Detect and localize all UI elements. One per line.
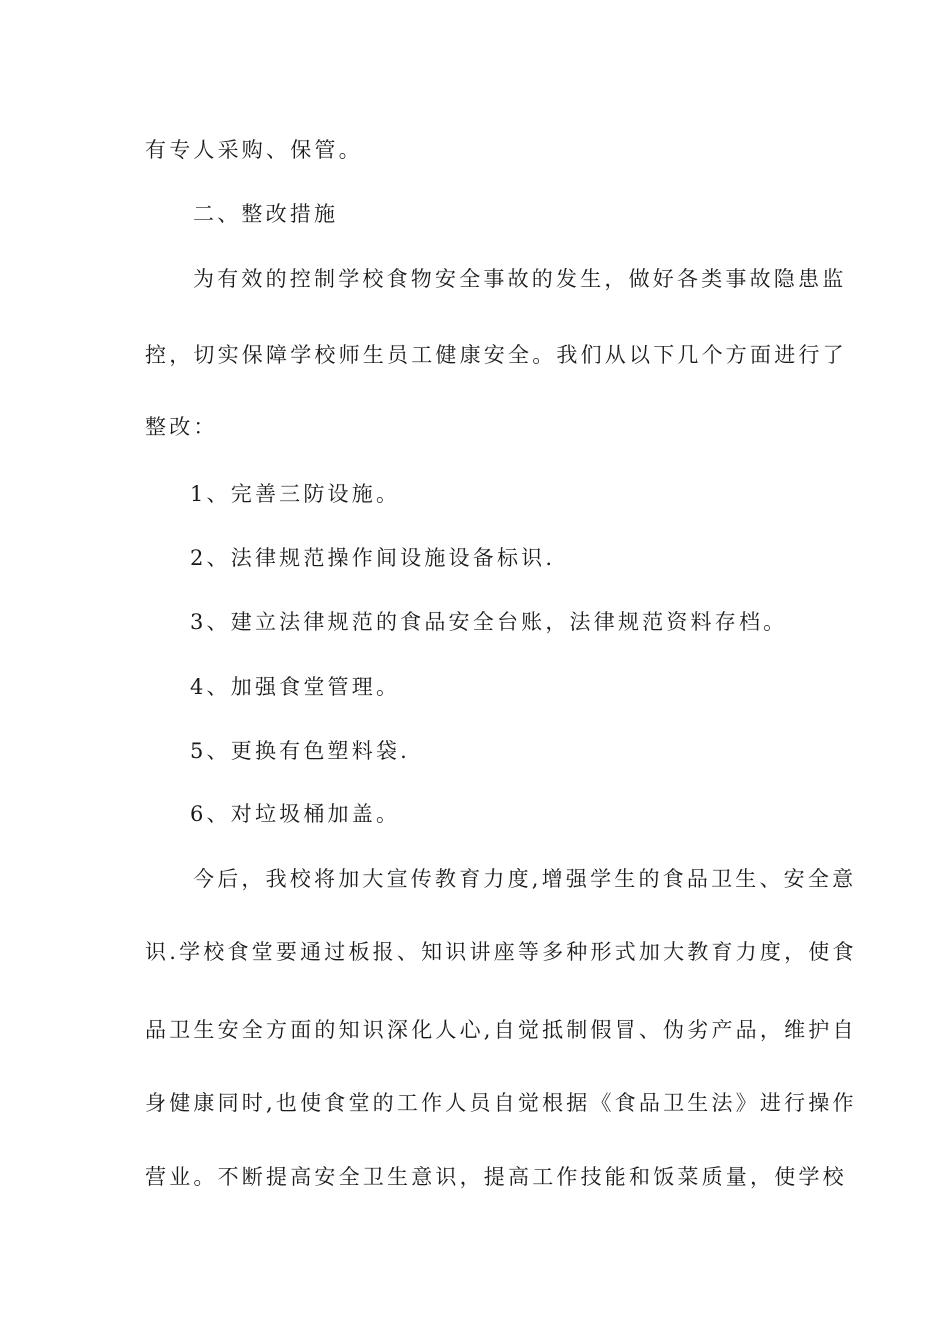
paragraph-line: 有专人采购、保管。 [145, 138, 363, 162]
paragraph-line: 营业。不断提高安全卫生意识，提高工作技能和饭菜质量，使学校 [145, 1165, 847, 1189]
paragraph-line: 身健康同时,也使食堂的工作人员自觉根据《食品卫生法》进行操作 [145, 1091, 857, 1115]
paragraph-line: 为有效的控制学校食物安全事故的发生，做好各类事故隐患监 [193, 267, 847, 291]
paragraph-line: 控，切实保障学校师生员工健康安全。我们从以下几个方面进行了 [145, 343, 847, 367]
paragraph-line: 整改： [145, 415, 218, 439]
list-item: 6、对垃圾桶加盖。 [190, 802, 401, 826]
list-item: 2、法律规范操作间设施设备标识. [190, 546, 556, 570]
section-heading: 二、整改措施 [193, 202, 339, 226]
list-item: 5、更换有色塑料袋. [190, 739, 411, 763]
paragraph-line: 品卫生安全方面的知识深化人心,自觉抵制假冒、伪劣产品，维护自 [145, 1018, 857, 1042]
paragraph-line: 今后，我校将加大宣传教育力度,增强学生的食品卫生、安全意 [193, 867, 857, 891]
paragraph-line: 识.学校食堂要通过板报、知识讲座等多种形式加大教育力度，使食 [145, 940, 857, 964]
list-item: 4、加强食堂管理。 [190, 675, 401, 699]
list-item: 1、完善三防设施。 [190, 482, 401, 506]
list-item: 3、建立法律规范的食品安全台账，法律规范资料存档。 [190, 610, 788, 634]
